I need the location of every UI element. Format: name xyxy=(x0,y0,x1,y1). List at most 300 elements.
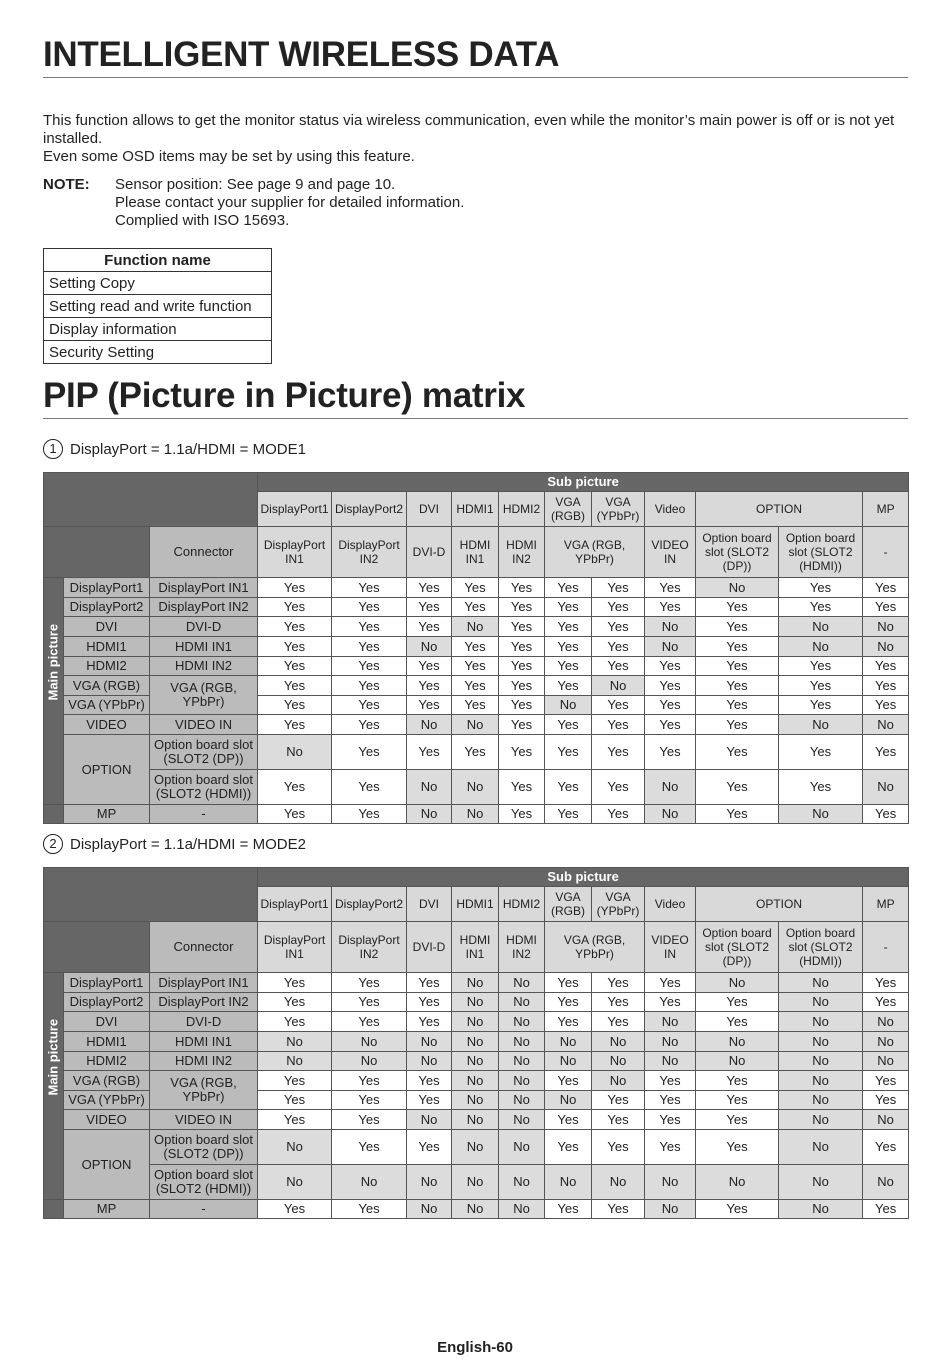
matrix-cell: No xyxy=(779,993,863,1012)
matrix-cell: Yes xyxy=(779,657,863,676)
connector-header: Connector xyxy=(150,527,258,578)
matrix-cell: Yes xyxy=(258,1110,332,1130)
matrix-cell: Yes xyxy=(258,1012,332,1032)
matrix-cell: Yes xyxy=(696,770,779,805)
matrix-cell: Yes xyxy=(545,1200,592,1219)
matrix-cell: Yes xyxy=(545,1012,592,1032)
matrix-cell: Yes xyxy=(645,657,696,676)
matrix-cell: No xyxy=(452,1032,499,1052)
matrix-cell: No xyxy=(332,1032,407,1052)
connector-column-header: Option board slot (SLOT2 (DP)) xyxy=(696,527,779,578)
matrix-cell: No xyxy=(332,1165,407,1200)
page-number: English-60 xyxy=(437,1339,513,1356)
matrix-cell: Yes xyxy=(592,993,645,1012)
matrix-cell: Yes xyxy=(592,578,645,598)
matrix-cell: Yes xyxy=(407,676,452,696)
matrix-cell: No xyxy=(258,1032,332,1052)
blank-cell xyxy=(44,805,64,824)
row-input-label: HDMI2 xyxy=(64,657,150,676)
matrix-cell: Yes xyxy=(645,676,696,696)
matrix-cell: No xyxy=(452,1052,499,1071)
main-picture-label: Main picture xyxy=(45,623,61,701)
matrix-cell: Yes xyxy=(696,735,779,770)
matrix-cell: No xyxy=(545,696,592,715)
row-input-label: VGA (YPbPr) xyxy=(64,1091,150,1110)
connector-column-header: DisplayPort IN2 xyxy=(332,527,407,578)
matrix-cell: Yes xyxy=(779,696,863,715)
matrix-cell: Yes xyxy=(452,598,499,617)
matrix-cell: Yes xyxy=(545,735,592,770)
matrix-cell: Yes xyxy=(499,637,545,657)
matrix-cell: Yes xyxy=(258,598,332,617)
matrix-cell: Yes xyxy=(545,617,592,637)
matrix-cell: No xyxy=(863,637,909,657)
matrix-cell: Yes xyxy=(332,1110,407,1130)
matrix-cell: Yes xyxy=(545,1130,592,1165)
row-input-label: DisplayPort2 xyxy=(64,598,150,617)
matrix-cell: Yes xyxy=(258,657,332,676)
matrix-cell: No xyxy=(407,637,452,657)
column-header: Video xyxy=(645,492,696,527)
matrix-cell: Yes xyxy=(779,770,863,805)
matrix-cell: No xyxy=(545,1165,592,1200)
matrix-cell: Yes xyxy=(592,805,645,824)
matrix-cell: No xyxy=(407,1032,452,1052)
matrix-cell: No xyxy=(592,1071,645,1091)
column-header: MP xyxy=(863,492,909,527)
matrix-cell: No xyxy=(407,1110,452,1130)
row-input-label: DisplayPort1 xyxy=(64,578,150,598)
matrix-cell: Yes xyxy=(696,1012,779,1032)
matrix-cell: No xyxy=(499,1200,545,1219)
matrix-cell: Yes xyxy=(645,993,696,1012)
column-header: HDMI1 xyxy=(452,492,499,527)
matrix-cell: No xyxy=(863,1032,909,1052)
pip-matrix-mode1 xyxy=(43,472,909,824)
matrix-cell: Yes xyxy=(332,637,407,657)
matrix-cell: Yes xyxy=(545,973,592,993)
matrix-cell: Yes xyxy=(645,715,696,735)
matrix-cell: No xyxy=(863,1052,909,1071)
matrix-cell: Yes xyxy=(592,617,645,637)
matrix-cell: No xyxy=(499,973,545,993)
matrix-cell: Yes xyxy=(863,993,909,1012)
connector-column-header: VGA (RGB, YPbPr) xyxy=(545,527,645,578)
connector-column-header: DisplayPort IN1 xyxy=(258,922,332,973)
matrix-cell: Yes xyxy=(592,598,645,617)
connector-column-header: VGA (RGB, YPbPr) xyxy=(545,922,645,973)
matrix-cell: No xyxy=(452,770,499,805)
main-picture-header xyxy=(44,578,64,805)
matrix-cell: No xyxy=(696,1165,779,1200)
matrix-cell: No xyxy=(645,1052,696,1071)
matrix-cell: Yes xyxy=(499,676,545,696)
row-connector-label: DisplayPort IN1 xyxy=(150,973,258,993)
matrix-cell: Yes xyxy=(452,637,499,657)
matrix-cell: Yes xyxy=(332,735,407,770)
matrix-cell: Yes xyxy=(645,1130,696,1165)
connector-header: Connector xyxy=(150,922,258,973)
matrix-cell: Yes xyxy=(592,637,645,657)
matrix-cell: No xyxy=(499,1130,545,1165)
matrix-cell: Yes xyxy=(452,735,499,770)
function-table-header: Function name xyxy=(44,249,272,272)
matrix-cell: Yes xyxy=(258,1200,332,1219)
matrix-cell: Yes xyxy=(545,676,592,696)
intro-paragraph-1: This function allows to get the monitor status via wireless communication, even while the monitor’s main power is off or is not yet installed. xyxy=(43,112,895,147)
matrix-cell: Yes xyxy=(332,657,407,676)
matrix-cell: Yes xyxy=(258,617,332,637)
matrix-cell: Yes xyxy=(863,1071,909,1091)
matrix-cell: Yes xyxy=(696,1110,779,1130)
matrix-cell: No xyxy=(258,735,332,770)
column-header: DisplayPort1 xyxy=(258,887,332,922)
matrix-cell: Yes xyxy=(258,1091,332,1110)
column-header: VGA (RGB) xyxy=(545,492,592,527)
function-row: Security Setting xyxy=(44,341,272,364)
column-header: DisplayPort1 xyxy=(258,492,332,527)
matrix-cell: No xyxy=(545,1052,592,1071)
matrix-cell: Yes xyxy=(407,657,452,676)
matrix-cell: Yes xyxy=(332,1200,407,1219)
row-connector-label: Option board slot (SLOT2 (HDMI)) xyxy=(150,1165,258,1200)
connector-column-header: Option board slot (SLOT2 (DP)) xyxy=(696,922,779,973)
matrix-cell: No xyxy=(499,1071,545,1091)
matrix-cell: Yes xyxy=(696,1130,779,1165)
matrix-cell: Yes xyxy=(592,770,645,805)
matrix-cell: Yes xyxy=(258,715,332,735)
matrix-cell: Yes xyxy=(645,578,696,598)
matrix-2-title: DisplayPort = 1.1a/HDMI = MODE2 xyxy=(70,835,306,853)
matrix-cell: No xyxy=(779,617,863,637)
matrix-cell: Yes xyxy=(863,1200,909,1219)
matrix-cell: No xyxy=(645,1165,696,1200)
matrix-cell: Yes xyxy=(863,676,909,696)
matrix-cell: No xyxy=(779,1071,863,1091)
matrix-cell: Yes xyxy=(863,805,909,824)
matrix-cell: Yes xyxy=(645,1071,696,1091)
row-connector-label: VIDEO IN xyxy=(150,715,258,735)
matrix-cell: Yes xyxy=(545,578,592,598)
matrix-cell: Yes xyxy=(452,578,499,598)
matrix-cell: Yes xyxy=(645,973,696,993)
matrix-cell: Yes xyxy=(407,578,452,598)
matrix-cell: No xyxy=(452,1165,499,1200)
corner-cell xyxy=(44,473,258,527)
matrix-cell: Yes xyxy=(696,598,779,617)
matrix-cell: Yes xyxy=(696,715,779,735)
matrix-cell: Yes xyxy=(696,1091,779,1110)
matrix-cell: Yes xyxy=(696,696,779,715)
matrix-cell: No xyxy=(499,1165,545,1200)
row-connector-label: DisplayPort IN1 xyxy=(150,578,258,598)
matrix-cell: Yes xyxy=(863,696,909,715)
main-picture-header xyxy=(44,973,64,1200)
matrix-cell: Yes xyxy=(499,617,545,637)
row-input-label: OPTION xyxy=(64,735,150,805)
matrix-cell: Yes xyxy=(499,578,545,598)
matrix-cell: Yes xyxy=(258,770,332,805)
column-header: MP xyxy=(863,887,909,922)
row-connector-label: VGA (RGB, YPbPr) xyxy=(150,1071,258,1110)
column-header: DisplayPort2 xyxy=(332,887,407,922)
column-header: DVI xyxy=(407,887,452,922)
column-header: VGA (YPbPr) xyxy=(592,492,645,527)
row-input-label: VGA (RGB) xyxy=(64,1071,150,1091)
matrix-cell: Yes xyxy=(592,735,645,770)
matrix-cell: Yes xyxy=(332,973,407,993)
matrix-cell: Yes xyxy=(499,805,545,824)
matrix-cell: No xyxy=(407,805,452,824)
connector-column-header: DisplayPort IN2 xyxy=(332,922,407,973)
row-connector-label: - xyxy=(150,805,258,824)
row-input-label: VGA (YPbPr) xyxy=(64,696,150,715)
corner-cell xyxy=(44,527,150,578)
matrix-cell: Yes xyxy=(258,578,332,598)
connector-column-header: Option board slot (SLOT2 (HDMI)) xyxy=(779,527,863,578)
matrix-cell: Yes xyxy=(499,598,545,617)
function-row: Display information xyxy=(44,318,272,341)
row-connector-label: Option board slot (SLOT2 (DP)) xyxy=(150,1130,258,1165)
matrix-cell: Yes xyxy=(258,1071,332,1091)
matrix-cell: Yes xyxy=(332,715,407,735)
matrix-cell: No xyxy=(258,1052,332,1071)
matrix-cell: Yes xyxy=(452,676,499,696)
matrix-cell: No xyxy=(452,1091,499,1110)
matrix-cell: Yes xyxy=(258,805,332,824)
column-header: DVI xyxy=(407,492,452,527)
page-title: INTELLIGENT WIRELESS DATA xyxy=(43,36,908,78)
matrix-cell: No xyxy=(779,973,863,993)
matrix-cell: Yes xyxy=(696,676,779,696)
matrix-cell: Yes xyxy=(499,770,545,805)
matrix-cell: Yes xyxy=(407,617,452,637)
row-input-label: VGA (RGB) xyxy=(64,676,150,696)
column-header: HDMI2 xyxy=(499,887,545,922)
matrix-cell: Yes xyxy=(332,805,407,824)
matrix-cell: No xyxy=(452,805,499,824)
matrix-cell: Yes xyxy=(332,617,407,637)
row-connector-label: VIDEO IN xyxy=(150,1110,258,1130)
matrix-cell: Yes xyxy=(592,1130,645,1165)
matrix-cell: Yes xyxy=(452,696,499,715)
matrix-cell: No xyxy=(452,973,499,993)
matrix-1-title: DisplayPort = 1.1a/HDMI = MODE1 xyxy=(70,440,306,458)
matrix-cell: Yes xyxy=(696,1071,779,1091)
matrix-cell: No xyxy=(779,637,863,657)
matrix-cell: Yes xyxy=(258,637,332,657)
matrix-cell: Yes xyxy=(592,1091,645,1110)
matrix-cell: No xyxy=(779,1032,863,1052)
matrix-cell: Yes xyxy=(407,735,452,770)
matrix-cell: Yes xyxy=(258,993,332,1012)
matrix-cell: Yes xyxy=(592,696,645,715)
row-input-label: DVI xyxy=(64,617,150,637)
function-row: Setting Copy xyxy=(44,272,272,295)
matrix-cell: Yes xyxy=(407,1071,452,1091)
connector-column-header: DVI-D xyxy=(407,922,452,973)
row-input-label: VIDEO xyxy=(64,715,150,735)
matrix-cell: No xyxy=(779,805,863,824)
matrix-cell: Yes xyxy=(696,657,779,676)
matrix-cell: No xyxy=(645,770,696,805)
matrix-cell: Yes xyxy=(407,1130,452,1165)
matrix-cell: No xyxy=(258,1130,332,1165)
row-input-label: HDMI2 xyxy=(64,1052,150,1071)
matrix-cell: Yes xyxy=(407,1012,452,1032)
connector-column-header: HDMI IN2 xyxy=(499,527,545,578)
matrix-cell: Yes xyxy=(779,578,863,598)
matrix-cell: No xyxy=(696,973,779,993)
row-connector-label: DVI-D xyxy=(150,1012,258,1032)
column-header: OPTION xyxy=(696,887,863,922)
note-label: NOTE: xyxy=(43,176,90,193)
matrix-cell: Yes xyxy=(332,1012,407,1032)
circled-number: 1 xyxy=(43,439,63,459)
row-input-label: HDMI1 xyxy=(64,637,150,657)
matrix-cell: Yes xyxy=(332,676,407,696)
matrix-cell: Yes xyxy=(545,598,592,617)
matrix-cell: No xyxy=(452,617,499,637)
matrix-cell: Yes xyxy=(407,696,452,715)
matrix-cell: No xyxy=(452,1130,499,1165)
intro-paragraph-2: Even some OSD items may be set by using this feature. xyxy=(43,148,415,165)
matrix-cell: No xyxy=(645,1200,696,1219)
corner-cell xyxy=(44,868,258,922)
column-header: HDMI1 xyxy=(452,887,499,922)
matrix-cell: Yes xyxy=(645,1091,696,1110)
matrix-1-heading xyxy=(43,439,306,459)
matrix-cell: No xyxy=(779,1165,863,1200)
matrix-cell: Yes xyxy=(645,598,696,617)
note-line: Complied with ISO 15693. xyxy=(115,212,290,229)
matrix-cell: Yes xyxy=(258,973,332,993)
row-connector-label: HDMI IN2 xyxy=(150,1052,258,1071)
matrix-cell: Yes xyxy=(407,993,452,1012)
matrix-cell: No xyxy=(407,1052,452,1071)
matrix-cell: No xyxy=(499,993,545,1012)
matrix-cell: No xyxy=(645,1012,696,1032)
matrix-cell: No xyxy=(863,617,909,637)
matrix-cell: No xyxy=(452,1200,499,1219)
matrix-cell: Yes xyxy=(258,696,332,715)
matrix-cell: Yes xyxy=(592,1012,645,1032)
pip-matrix-mode2 xyxy=(43,867,909,1219)
column-header: VGA (YPbPr) xyxy=(592,887,645,922)
matrix-cell: Yes xyxy=(545,637,592,657)
matrix-cell: Yes xyxy=(258,676,332,696)
matrix-cell: Yes xyxy=(545,770,592,805)
sub-picture-header: Sub picture xyxy=(258,473,909,492)
matrix-cell: No xyxy=(696,578,779,598)
matrix-cell: Yes xyxy=(592,1110,645,1130)
column-header: HDMI2 xyxy=(499,492,545,527)
matrix-cell: No xyxy=(779,1091,863,1110)
matrix-cell: Yes xyxy=(499,715,545,735)
row-input-label: HDMI1 xyxy=(64,1032,150,1052)
matrix-cell: Yes xyxy=(645,735,696,770)
matrix-cell: No xyxy=(863,1012,909,1032)
matrix-2-heading xyxy=(43,834,306,854)
matrix-cell: No xyxy=(545,1032,592,1052)
matrix-cell: Yes xyxy=(332,770,407,805)
row-connector-label: DisplayPort IN2 xyxy=(150,598,258,617)
matrix-cell: No xyxy=(592,676,645,696)
matrix-cell: Yes xyxy=(545,657,592,676)
blank-cell xyxy=(44,1200,64,1219)
connector-column-header: HDMI IN2 xyxy=(499,922,545,973)
matrix-cell: Yes xyxy=(863,598,909,617)
matrix-cell: Yes xyxy=(407,598,452,617)
matrix-cell: No xyxy=(863,770,909,805)
row-connector-label: - xyxy=(150,1200,258,1219)
matrix-cell: No xyxy=(499,1012,545,1032)
connector-column-header: HDMI IN1 xyxy=(452,922,499,973)
row-input-label: MP xyxy=(64,1200,150,1219)
note-line: Please contact your supplier for detailed information. xyxy=(115,194,465,211)
column-header: OPTION xyxy=(696,492,863,527)
connector-column-header: DisplayPort IN1 xyxy=(258,527,332,578)
connector-column-header: Option board slot (SLOT2 (HDMI)) xyxy=(779,922,863,973)
row-input-label: DisplayPort2 xyxy=(64,993,150,1012)
row-input-label: DVI xyxy=(64,1012,150,1032)
matrix-cell: No xyxy=(545,1091,592,1110)
matrix-cell: Yes xyxy=(592,973,645,993)
matrix-cell: Yes xyxy=(452,657,499,676)
matrix-cell: No xyxy=(407,1165,452,1200)
matrix-cell: Yes xyxy=(545,1071,592,1091)
row-connector-label: Option board slot (SLOT2 (HDMI)) xyxy=(150,770,258,805)
matrix-cell: Yes xyxy=(779,676,863,696)
connector-column-header: HDMI IN1 xyxy=(452,527,499,578)
row-input-label: MP xyxy=(64,805,150,824)
circled-number: 2 xyxy=(43,834,63,854)
matrix-cell: No xyxy=(779,715,863,735)
matrix-cell: Yes xyxy=(863,973,909,993)
matrix-cell: Yes xyxy=(332,1091,407,1110)
matrix-cell: No xyxy=(645,617,696,637)
row-connector-label: HDMI IN2 xyxy=(150,657,258,676)
matrix-cell: No xyxy=(779,1012,863,1032)
matrix-cell: No xyxy=(863,1165,909,1200)
matrix-cell: Yes xyxy=(407,973,452,993)
matrix-cell: Yes xyxy=(863,657,909,676)
matrix-cell: No xyxy=(407,770,452,805)
matrix-cell: Yes xyxy=(545,715,592,735)
matrix-cell: Yes xyxy=(696,617,779,637)
matrix-cell: No xyxy=(592,1165,645,1200)
sub-picture-header: Sub picture xyxy=(258,868,909,887)
corner-cell xyxy=(44,922,150,973)
matrix-cell: Yes xyxy=(332,1071,407,1091)
column-header: VGA (RGB) xyxy=(545,887,592,922)
matrix-cell: Yes xyxy=(592,715,645,735)
matrix-cell: Yes xyxy=(696,805,779,824)
matrix-cell: No xyxy=(452,993,499,1012)
row-connector-label: Option board slot (SLOT2 (DP)) xyxy=(150,735,258,770)
connector-column-header: VIDEO IN xyxy=(645,527,696,578)
row-connector-label: DVI-D xyxy=(150,617,258,637)
matrix-cell: Yes xyxy=(863,578,909,598)
matrix-cell: Yes xyxy=(332,1130,407,1165)
matrix-cell: Yes xyxy=(499,657,545,676)
section-title-pip: PIP (Picture in Picture) matrix xyxy=(43,377,908,419)
matrix-cell: Yes xyxy=(499,696,545,715)
note-line: Sensor position: See page 9 and page 10. xyxy=(115,176,396,193)
function-row: Setting read and write function xyxy=(44,295,272,318)
connector-column-header: - xyxy=(863,922,909,973)
matrix-cell: No xyxy=(452,715,499,735)
